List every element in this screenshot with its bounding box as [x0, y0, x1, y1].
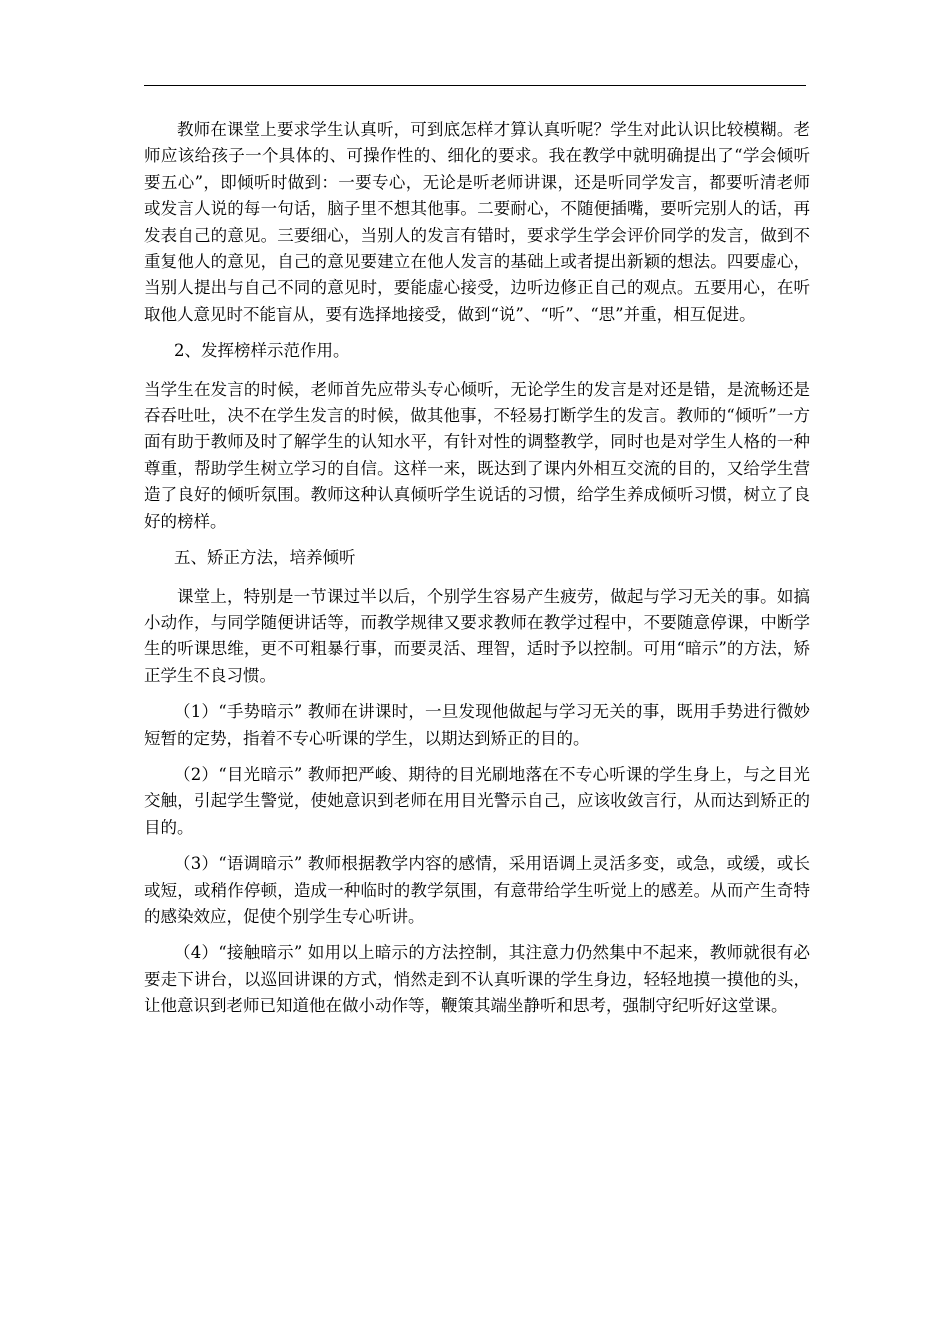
list-item-contact-hint: （4）“接触暗示” 如用以上暗示的方法控制，其注意力仍然集中不起来，教师就很有必要走下讲台，以巡回讲课的方式，悄然走到不认真听课的学生身边，轻轻地摸一摸他的头，让他意识到老师已知道他在做小动作等，鞭策其端坐静听和思考，强制守纪听好这堂课。 [144, 943, 810, 1016]
header-rule [144, 85, 806, 86]
document-body [144, 117, 810, 1030]
list-item-gesture-hint: （1）“手势暗示” 教师在讲课时，一旦发现他做起与学习无关的事，既用手势进行微妙短暂的定势，指着不专心听课的学生，以期达到矫正的目的。 [144, 702, 810, 748]
list-item-eye-hint: （2）“目光暗示” 教师把严峻、期待的目光刷地落在不专心听课的学生身上，与之目光交触，引起学生警觉，使她意识到老师在用目光警示自己，应该收敛言行，从而达到矫正的目的。 [144, 764, 810, 837]
section-heading-correction-methods: 五、矫正方法，培养倾听 [174, 548, 356, 568]
section-heading-role-model: 2、发挥榜样示范作用。 [174, 341, 350, 361]
list-item-tone-hint: （3）“语调暗示” 教师根据教学内容的感情，采用语调上灵活多变，或急，或缓，或长或短，或稍作停顿，造成一种临时的教学氛围，有意带给学生听觉上的感差。从而产生奇特的感染效应，促使个别学生专心听讲。 [144, 854, 810, 926]
paragraph-classroom-fatigue: 课堂上，特别是一节课过半以后，个别学生容易产生疲劳，做起与学习无关的事。如搞小动作，与同学随便讲话等，而教学规律又要求教师在教学过程中，不要随意停课，中断学生的听课思维，更不可粗暴行事，而要灵活、理智，适时予以控制。可用“暗示”的方法，矫正学生不良习惯。 [144, 586, 810, 685]
paragraph-role-model: 当学生在发言的时候，老师首先应带头专心倾听，无论学生的发言是对还是错，是流畅还是吞吞吐吐，决不在学生发言的时候，做其他事，不轻易打断学生的发言。教师的“倾听”一方面有助于教师及时了解学生的认知水平，有针对性的调整教学，同时也是对学生人格的一种尊重，帮助学生树立学习的自信。这样一来，既达到了课内外相互交流的目的，又给学生营造了良好的倾听氛围。教师这种认真倾听学生说话的习惯，给学生养成倾听习惯，树立了良好的榜样。 [144, 379, 810, 531]
paragraph-listening-requirements: 教师在课堂上要求学生认真听，可到底怎样才算认真听呢？学生对此认识比较模糊。老师应该给孩子一个具体的、可操作性的、细化的要求。我在教学中就明确提出了“学会倾听要五心”，即倾听时做到：一要专心，无论是听老师讲课，还是听同学发言，都要听清老师或发言人说的每一句话，脑子里不想其他事。二要耐心，不随便插嘴，要听完别人的话，再发表自己的意见。三要细心，当别人的发言有错时，要求学生学会评价同学的发言，做到不重复他人的意见，自己的意见要建立在他人发言的基础上或者提出新颖的想法。四要虚心，当别人提出与自己不同的意见时，要能虚心接受，边听边修正自己的观点。五要用心，在听取他人意见时不能盲从，要有选择地接受，做到“说”、“听”、“思”并重，相互促进。 [144, 120, 810, 324]
